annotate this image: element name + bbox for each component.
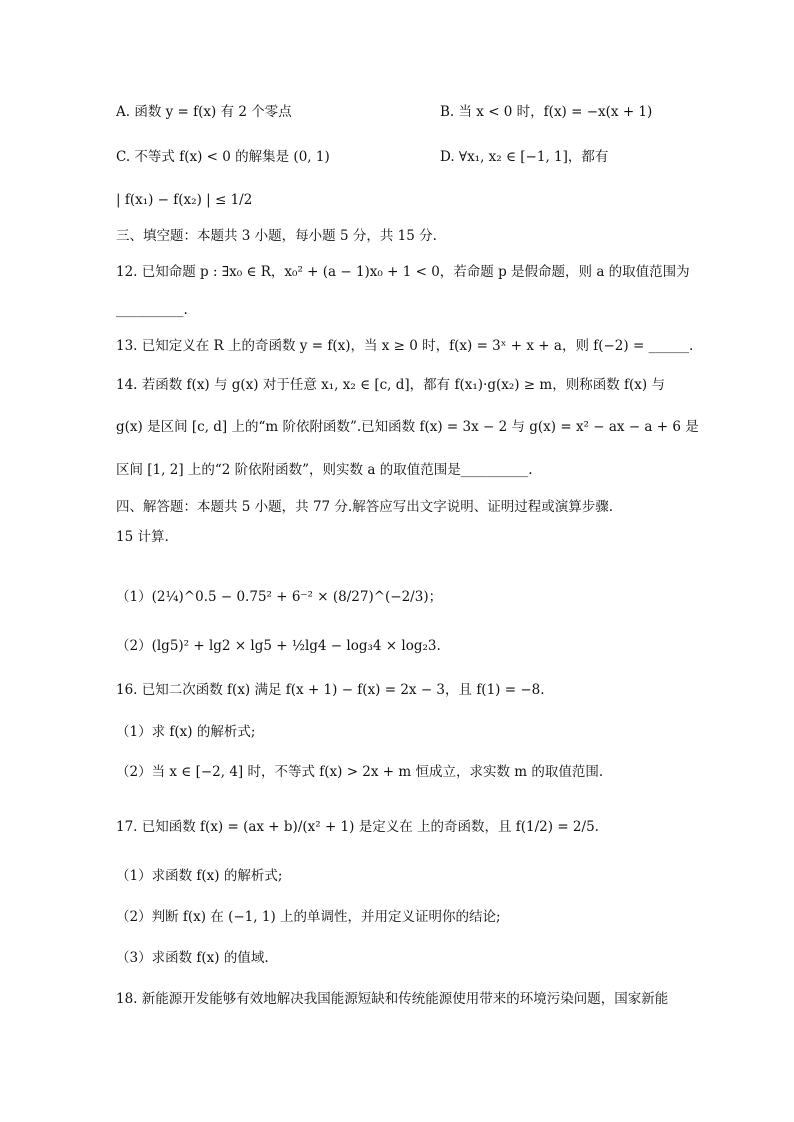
question-16: 16. 已知二次函数 f(x) 满足 f(x + 1) − f(x) = 2x − 3，且 f(1) = −8. bbox=[116, 682, 545, 698]
question-16-part-1: （1）求 f(x) 的解析式; bbox=[116, 724, 256, 740]
question-14-line-2: g(x) 是区间 [c, d] 上的“m 阶依附函数”.已知函数 f(x) = 3x − 2 与 g(x) = x² − ax − a + 6 是 bbox=[116, 419, 699, 435]
section-3-heading: 三、填空题：本题共 3 小题，每小题 5 分，共 15 分. bbox=[116, 228, 437, 244]
question-15-part-1: （1）(2¼)^0.5 − 0.75² + 6⁻² × (8/27)^(−2/3)； bbox=[116, 589, 443, 605]
question-12: 12. 已知命题 p : ∃x₀ ∈ R，x₀² + (a − 1)x₀ + 1 < 0，若命题 p 是假命题，则 a 的取值范围为 bbox=[116, 264, 690, 280]
question-17: 17. 已知函数 f(x) = (ax + b)/(x² + 1) 是定义在 上的奇函数，且 f(1/2) = 2/5. bbox=[116, 819, 599, 835]
question-14-line-3: 区间 [1, 2] 上的“2 阶依附函数”，则实数 a 的取值范围是__________. bbox=[116, 462, 533, 478]
question-12-blank: __________. bbox=[116, 302, 188, 318]
question-16-part-2: （2）当 x ∈ [−2, 4] 时，不等式 f(x) > 2x + m 恒成立，求实数 m 的取值范围. bbox=[116, 764, 604, 780]
option-d-continued: | f(x₁) − f(x₂) | ≤ 1/2 bbox=[116, 192, 253, 208]
question-17-part-1: （1）求函数 f(x) 的解析式; bbox=[116, 868, 283, 884]
question-14-line-1: 14. 若函数 f(x) 与 g(x) 对于任意 x₁, x₂ ∈ [c, d]，都有 f(x₁)·g(x₂) ≥ m，则称函数 f(x) 与 bbox=[116, 377, 665, 393]
question-17-part-3: （3）求函数 f(x) 的值域. bbox=[116, 950, 269, 966]
option-a: A. 函数 y = f(x) 有 2 个零点 bbox=[116, 104, 292, 120]
question-17-part-2: （2）判断 f(x) 在 (−1, 1) 上的单调性，并用定义证明你的结论; bbox=[116, 909, 501, 925]
option-c: C. 不等式 f(x) < 0 的解集是 (0, 1) bbox=[116, 149, 330, 165]
question-15: 15 计算. bbox=[116, 529, 169, 545]
question-13: 13. 已知定义在 R 上的奇函数 y = f(x)，当 x ≥ 0 时，f(x) = 3ˣ + x + a，则 f(−2) = ______. bbox=[116, 338, 694, 354]
question-15-part-2: （2）(lg5)² + lg2 × lg5 + ½lg4 − log₃4 × log₂3. bbox=[116, 638, 441, 654]
section-4-heading: 四、解答题：本题共 5 小题，共 77 分.解答应写出文字说明、证明过程或演算步骤. bbox=[116, 499, 614, 515]
option-d: D. ∀x₁, x₂ ∈ [−1, 1]，都有 bbox=[440, 149, 609, 165]
option-b: B. 当 x < 0 时，f(x) = −x(x + 1) bbox=[440, 104, 653, 120]
question-18: 18. 新能源开发能够有效地解决我国能源短缺和传统能源使用带来的环境污染问题，国家新能 bbox=[116, 991, 669, 1007]
